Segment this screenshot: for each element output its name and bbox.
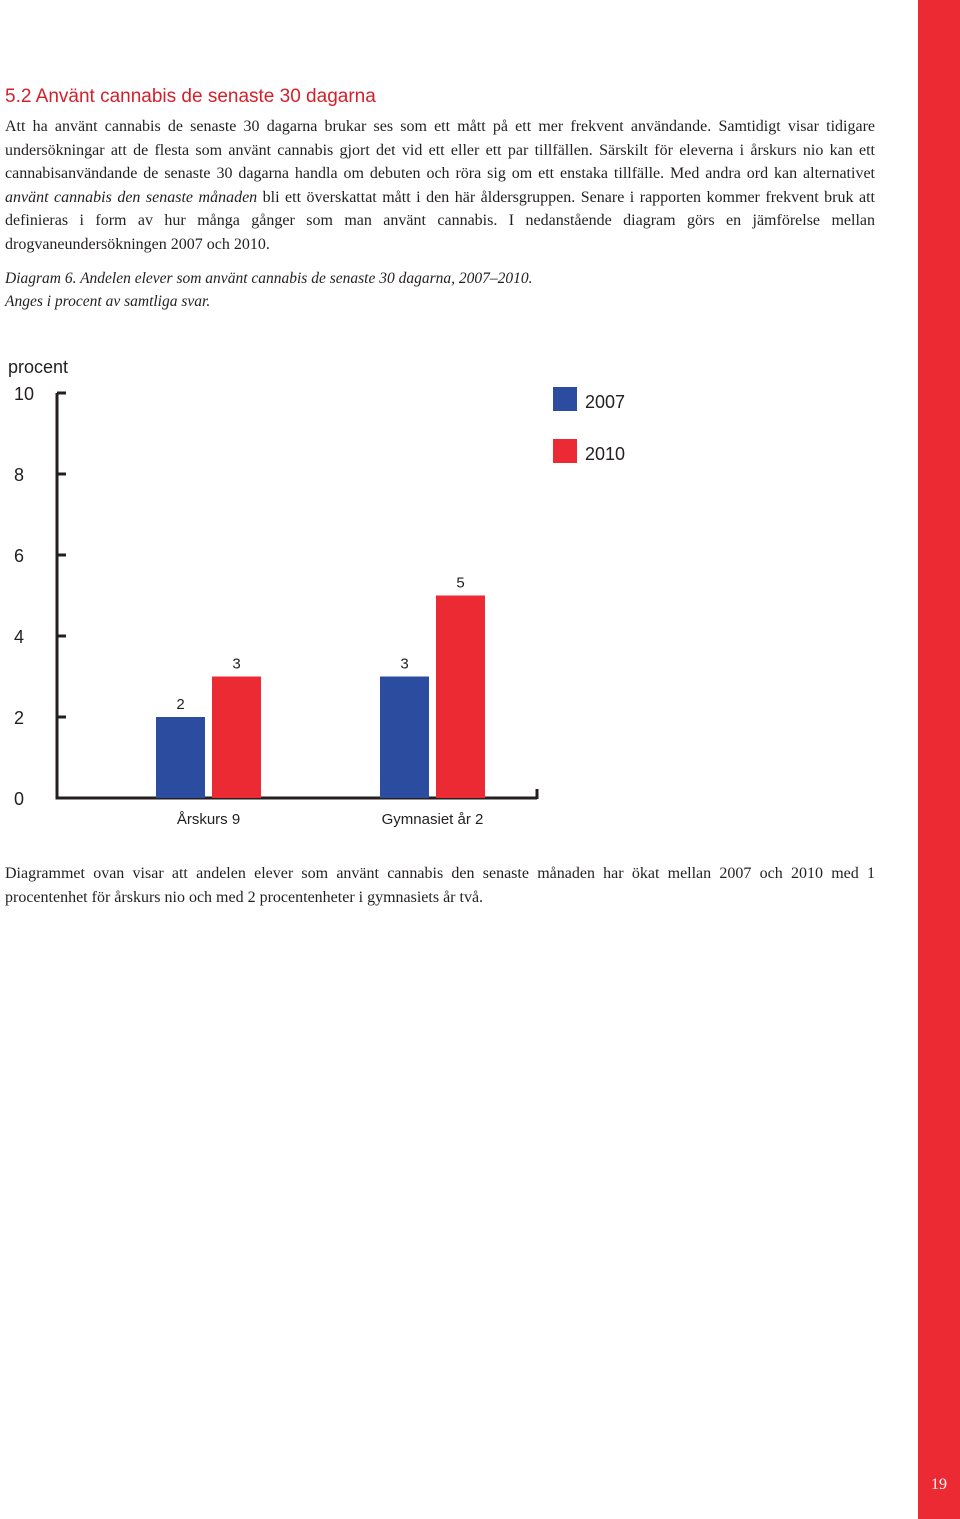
y-tick-label-6: 6	[14, 546, 25, 566]
section-title: 5.2 Använt cannabis de senaste 30 dagarna	[5, 86, 376, 107]
category-label-1: Gymnasiet år 2	[381, 811, 484, 828]
page-number: 19	[931, 1476, 947, 1493]
legend-label-2007: 2007	[585, 392, 626, 412]
bar-chart	[0, 345, 700, 845]
bar-2010-0	[212, 677, 261, 799]
y-tick-label-2: 2	[14, 708, 25, 728]
legend-swatch-2007	[553, 387, 577, 411]
bar-2010-1	[436, 596, 485, 799]
bar-2007-1	[380, 677, 429, 799]
data-label-2007-1: 3	[400, 655, 409, 673]
y-tick-label-8: 8	[14, 465, 25, 485]
y-tick-label-0: 0	[14, 789, 25, 809]
y-tick-label-10: 10	[14, 384, 35, 404]
bar-2007-0	[156, 717, 205, 798]
intro-text-1: Att ha använt cannabis de senaste 30 dagarna brukar ses som ett mått på ett mer frekvent användande. Samtidigt visar tidigare undersökningar att de flesta som använt cannabis gjort det vid ett eller ett par tillfällen. Särskilt för eleverna i årskurs nio kan ett cannabisanvändande de senaste 30 dagarna handla om debuten och röra sig om ett enstaka tillfälle. Med andra ord kan alternativet	[5, 118, 875, 182]
legend-swatch-2010	[553, 439, 577, 463]
diagram-caption: Diagram 6. Andelen elever som använt cannabis de senaste 30 dagarna, 2007–2010.	[5, 270, 533, 287]
legend-label-2010: 2010	[585, 444, 626, 464]
y-axis-title: procent	[8, 357, 69, 377]
intro-emphasis: använt cannabis den senaste månaden	[5, 188, 258, 206]
diagram-caption-note: Anges i procent av samtliga svar.	[5, 293, 211, 310]
y-tick-label-4: 4	[14, 627, 25, 647]
category-label-0: Årskurs 9	[176, 811, 241, 828]
intro-text-2: bli ett överskattat mått i den här åldersgruppen. Senare i rapporten kommer frekvent bruk att definieras i form av hur många gånger som man använt cannabis. I nedanstående diagram görs en jämförelse mellan drogvaneundersökningen 2007 och 2010.	[5, 188, 875, 253]
summary-paragraph: Diagrammet ovan visar att andelen elever som använt cannabis den senaste månaden har ökat mellan 2007 och 2010 med 1 procentenhet för årskurs nio och med 2 procentenheter i gymnasiets år två.	[5, 865, 875, 906]
data-label-2010-1: 5	[456, 574, 465, 592]
intro-paragraph	[5, 115, 875, 256]
data-label-2007-0: 2	[176, 696, 185, 713]
side-color-bar	[918, 0, 960, 1519]
data-label-2010-0: 3	[232, 655, 241, 673]
